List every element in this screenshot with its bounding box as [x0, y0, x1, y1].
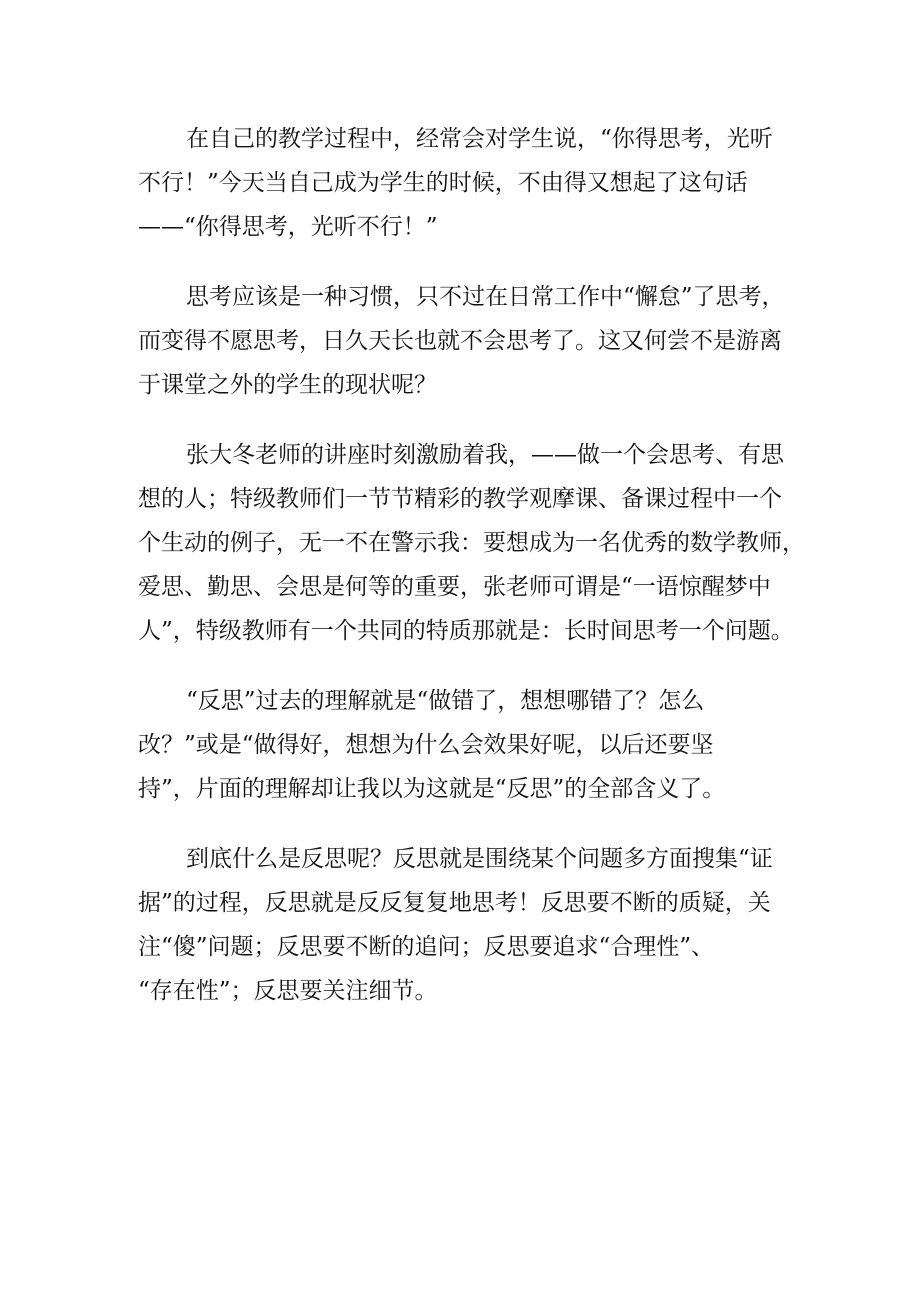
- paragraph-4: [138, 679, 778, 811]
- paragraph-line: 想的人；特级教师们一节节精彩的教学观摩课、备课过程中一个: [138, 486, 782, 512]
- paragraph-line: 在自己的教学过程中，经常会对学生说，“你得思考，光听: [186, 126, 773, 152]
- paragraph-5: [138, 837, 778, 1013]
- paragraph-line: 改？”或是“做得好，想想为什么会效果好呢，以后还要坚: [138, 732, 714, 758]
- paragraph-line: 到底什么是反思呢？反思就是围绕某个问题多方面搜集“证: [186, 846, 773, 872]
- paragraph-line: 个生动的例子，无一不在警示我：要想成为一名优秀的数学教师，: [138, 530, 805, 556]
- paragraph-line: ——“你得思考，光听不行！”: [138, 214, 438, 240]
- paragraph-line: 而变得不愿思考，日久天长也就不会思考了。这又何尝不是游离: [138, 328, 782, 354]
- paragraph-line: 张大冬老师的讲座时刻激励着我，——做一个会思考、有思: [186, 442, 784, 468]
- paragraph-1: [138, 117, 778, 249]
- paragraph-line: 于课堂之外的学生的现状呢？: [138, 372, 437, 398]
- paragraph-3: [138, 433, 805, 653]
- paragraph-line: 人”，特级教师有一个共同的特质那就是：长时间思考一个问题。: [138, 618, 794, 644]
- paragraph-line: 持”，片面的理解却让我以为这就是“反思”的全部含义了。: [138, 776, 726, 802]
- paragraph-line: 思考应该是一种习惯，只不过在日常工作中“懈怠”了思考，: [186, 284, 785, 310]
- paragraph-line: “反思”过去的理解就是“做错了，想想哪错了？怎么: [186, 688, 705, 714]
- paragraph-line: 注“傻”问题；反思要不断的追问；反思要追求“合理性”、: [138, 934, 715, 960]
- paragraph-line: 爱思、勤思、会思是何等的重要，张老师可谓是“一语惊醒梦中: [138, 574, 771, 600]
- paragraph-line: 据”的过程，反思就是反反复复地思考！反思要不断的质疑，关: [138, 890, 771, 916]
- document-body: [138, 117, 805, 1039]
- paragraph-line: 不行！”今天当自己成为学生的时候，不由得又想起了这句话: [138, 170, 748, 196]
- paragraph-line: “存在性”；反思要关注细节。: [138, 978, 438, 1004]
- paragraph-2: [138, 275, 785, 407]
